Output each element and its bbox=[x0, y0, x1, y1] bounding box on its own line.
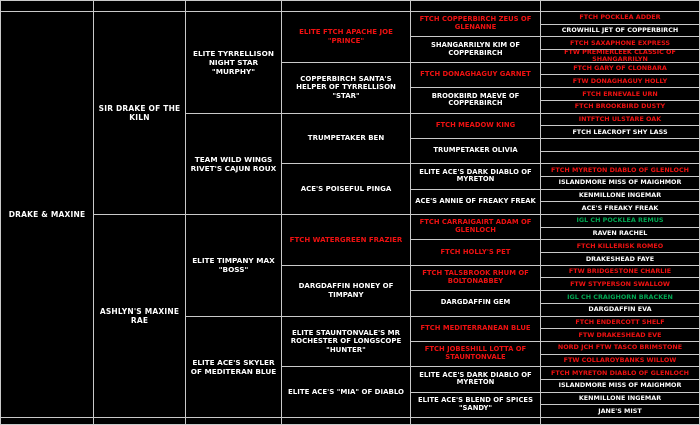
gen5-ancestor-cell: DARGDAFFIN GEM bbox=[411, 291, 540, 315]
gen3-ancestor-cell: ELITE ACE'S SKYLER OF MEDITERAN BLUE bbox=[186, 317, 281, 418]
gen6-ancestor-cell: DRAKESHEAD FAYE bbox=[541, 253, 699, 265]
spacer-cell bbox=[1, 418, 93, 424]
gen6-ancestor-cell: NORD JCH FTW TASCO BRIMSTONE bbox=[541, 342, 699, 354]
gen4-ancestor-cell: ELITE FTCH APACHE JOE "PRINCE" bbox=[282, 12, 410, 62]
gen6-ancestor-cell: FTCH MYRETON DIABLO OF GLENLOCH bbox=[541, 367, 699, 379]
gen6-ancestor-cell: FTCH MYRETON DIABLO OF GLENLOCH bbox=[541, 164, 699, 176]
gen6-ancestor-cell: ISLANDMORE MISS OF MAIGHMOR bbox=[541, 380, 699, 392]
gen4-ancestor-cell: DARGDAFFIN HONEY OF TIMPANY bbox=[282, 266, 410, 316]
gen6-ancestor-cell: FTW BRIDGESTONE CHARLIE bbox=[541, 266, 699, 278]
gen5-ancestor-cell: SHANGARRILYN KIM OF COPPERBIRCH bbox=[411, 37, 540, 61]
gen6-ancestor-cell bbox=[541, 139, 699, 151]
spacer-cell bbox=[94, 1, 185, 11]
gen6-ancestor-cell: FTCH ERNEVALE URN bbox=[541, 88, 699, 100]
gen6-ancestor-cell: RAVEN RACHEL bbox=[541, 228, 699, 240]
gen5-ancestor-cell: ELITE ACE'S BLEND OF SPICES "SANDY" bbox=[411, 393, 540, 417]
gen6-ancestor-cell: FTW COLLAROYBANKS WILLOW bbox=[541, 355, 699, 367]
gen4-ancestor-cell: TRUMPETAKER BEN bbox=[282, 114, 410, 164]
gen5-ancestor-cell: FTCH DONAGHAGUY GARNET bbox=[411, 63, 540, 87]
gen4-ancestor-cell: COPPERBIRCH SANTA'S HELPER OF TYRRELLISON "STAR" bbox=[282, 63, 410, 113]
spacer-cell bbox=[1, 1, 93, 11]
gen5-ancestor-cell: FTCH JOBESHILL LOTTA OF STAUNTONVALE bbox=[411, 342, 540, 366]
gen6-ancestor-cell: FTW DRAKESHEAD EVE bbox=[541, 329, 699, 341]
gen5-ancestor-cell: ELITE ACE'S DARK DIABLO OF MYRETON bbox=[411, 164, 540, 188]
gen6-ancestor-cell: INTFTCH ULSTARE OAK bbox=[541, 114, 699, 126]
gen6-ancestor-cell: FTCH KILLERISK ROMEO bbox=[541, 240, 699, 252]
gen4-ancestor-cell: FTCH WATERGREEN FRAZIER bbox=[282, 215, 410, 265]
gen6-ancestor-cell: CROWHILL JET OF COPPERBIRCH bbox=[541, 25, 699, 37]
gen4-ancestor-cell: ELITE ACE'S "MIA" OF DIABLO bbox=[282, 367, 410, 417]
gen5-ancestor-cell: TRUMPETAKER OLIVIA bbox=[411, 139, 540, 163]
gen6-ancestor-cell: FTCH GARY OF CLONBARA bbox=[541, 63, 699, 75]
gen6-ancestor-cell: ACE'S FREAKY FREAK bbox=[541, 202, 699, 214]
gen6-ancestor-cell bbox=[541, 152, 699, 164]
spacer-cell bbox=[186, 1, 281, 11]
gen6-ancestor-cell: ISLANDMORE MISS OF MAIGHMOR bbox=[541, 177, 699, 189]
subject-cell: DRAKE & MAXINE bbox=[1, 12, 93, 417]
gen6-ancestor-cell: FTCH BROOKBIRD DUSTY bbox=[541, 101, 699, 113]
gen6-ancestor-cell: IGL CH CRAIGHORN BRACKEN bbox=[541, 291, 699, 303]
gen6-ancestor-cell: IGL CH POCKLEA REMUS bbox=[541, 215, 699, 227]
sire-cell: SIR DRAKE OF THE KILN bbox=[94, 12, 185, 214]
gen6-ancestor-cell: FTW STYPERSON SWALLOW bbox=[541, 278, 699, 290]
gen5-ancestor-cell: BROOKBIRD MAEVE OF COPPERBIRCH bbox=[411, 88, 540, 112]
gen4-ancestor-cell: ACE'S POISEFUL PINGA bbox=[282, 164, 410, 214]
gen5-ancestor-cell: FTCH HOLLY'S PET bbox=[411, 240, 540, 264]
gen6-ancestor-cell: JANE'S MIST bbox=[541, 405, 699, 417]
gen5-ancestor-cell: FTCH CARRAIGAIRT ADAM OF GLENLOCH bbox=[411, 215, 540, 239]
gen3-ancestor-cell: ELITE TIMPANY MAX "BOSS" bbox=[186, 215, 281, 316]
spacer-cell bbox=[411, 418, 540, 424]
gen4-ancestor-cell: ELITE STAUNTONVALE'S MR ROCHESTER OF LONGSCOPE "HUNTER" bbox=[282, 317, 410, 367]
gen6-ancestor-cell: DARGDAFFIN EVA bbox=[541, 304, 699, 316]
gen6-ancestor-cell: FTCH SAXAPHONE EXPRESS bbox=[541, 37, 699, 49]
gen5-ancestor-cell: FTCH MEDITERRANEAN BLUE bbox=[411, 317, 540, 341]
spacer-cell bbox=[94, 418, 185, 424]
gen6-ancestor-cell: KENMILLONE INGEMAR bbox=[541, 190, 699, 202]
gen6-ancestor-cell: FTCH LEACROFT SHY LASS bbox=[541, 126, 699, 138]
gen3-ancestor-cell: ELITE TYRRELLISON NIGHT STAR "MURPHY" bbox=[186, 12, 281, 113]
spacer-cell bbox=[411, 1, 540, 11]
gen6-ancestor-cell: FTW DONAGHAGUY HOLLY bbox=[541, 75, 699, 87]
dam-cell: ASHLYN'S MAXINE RAE bbox=[94, 215, 185, 417]
spacer-cell bbox=[282, 1, 410, 11]
gen6-ancestor-cell: FTW PREMIERLEEK CLASSIC OF SHANGARRILYN bbox=[541, 50, 699, 62]
spacer-cell bbox=[541, 418, 699, 424]
gen5-ancestor-cell: ELITE ACE'S DARK DIABLO OF MYRETON bbox=[411, 367, 540, 391]
gen3-ancestor-cell: TEAM WILD WINGS RIVET'S CAJUN ROUX bbox=[186, 114, 281, 215]
gen5-ancestor-cell: FTCH COPPERBIRCH ZEUS OF GLENANNE bbox=[411, 12, 540, 36]
gen6-ancestor-cell: FTCH ENDERCOTT SHELF bbox=[541, 317, 699, 329]
gen5-ancestor-cell: FTCH TALSBROOK RHUM OF BOLTONABBEY bbox=[411, 266, 540, 290]
spacer-cell bbox=[186, 418, 281, 424]
gen5-ancestor-cell: FTCH MEADOW KING bbox=[411, 114, 540, 138]
gen6-ancestor-cell: FTCH POCKLEA ADDER bbox=[541, 12, 699, 24]
spacer-cell bbox=[541, 1, 699, 11]
spacer-cell bbox=[282, 418, 410, 424]
gen5-ancestor-cell: ACE'S ANNIE OF FREAKY FREAK bbox=[411, 190, 540, 214]
gen6-ancestor-cell: KENMILLONE INGEMAR bbox=[541, 393, 699, 405]
